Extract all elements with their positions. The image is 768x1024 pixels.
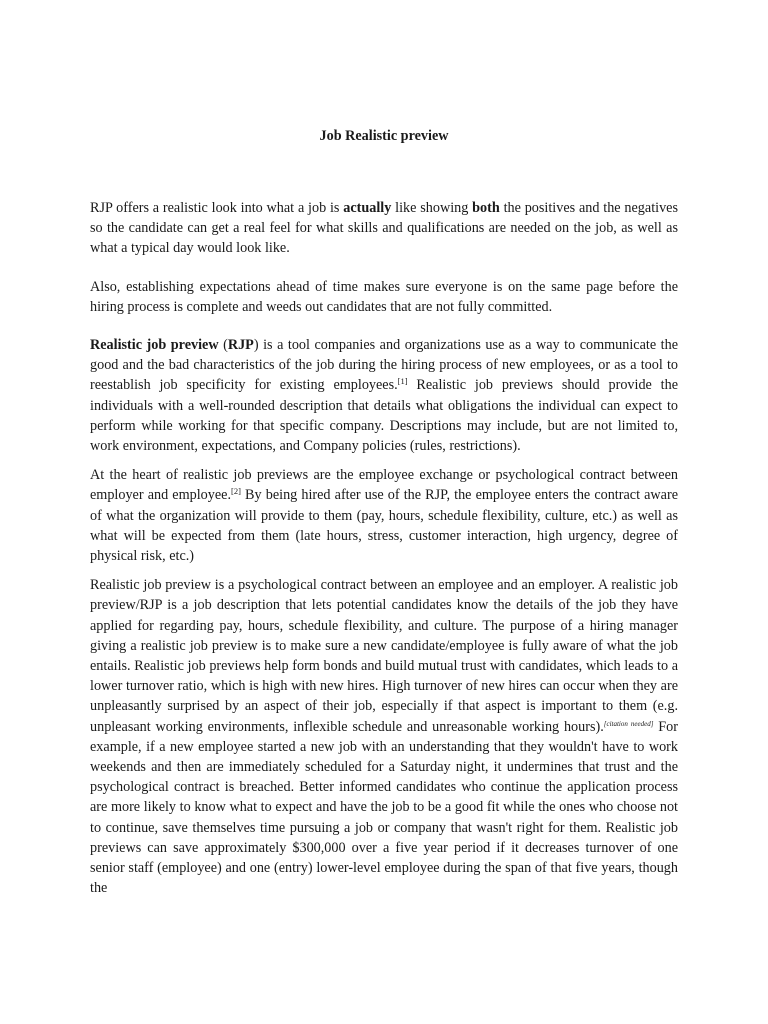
paragraph-psychological-contract <box>90 465 678 566</box>
text-run: Realistic job previews should provide the individuals with a well-rounded description that details what obligations the individual can expect to perform while working for that specific company. Descriptions may include, but are not limited to, work environment, expectations, and Company policies (rules, restrictions). <box>90 377 678 455</box>
text-run: ( <box>218 337 228 354</box>
bold-text-actually: actually <box>343 200 392 216</box>
document-body <box>90 126 678 899</box>
bold-text-both: both <box>472 200 500 216</box>
document-title: Job Realistic preview <box>319 128 449 144</box>
paragraph-definition <box>90 335 678 456</box>
reference-1: [1] <box>397 376 408 387</box>
text-run: the positives and the negatives so the candidate can get a real feel for what skills and qualifications are needed on the job, as well as what a typical day would look like. <box>90 200 678 257</box>
citation-needed: [citation needed] <box>603 719 654 728</box>
reference-2: [2] <box>231 486 241 497</box>
paragraph-details <box>90 575 678 898</box>
text-run: For example, if a new employee started a new job with an understanding that they wouldn't have to work weekends and then are immediately scheduled for a Saturday night, it undermines that trust and the psychological contract is breached. Better informed candidates who continue the application process are more likely to know what to expect and have the job to be a good fit while the ones who choose not to continue, save themselves time pursuing a job or company that wasn't right for them. Realistic job previews can save approximately $300,000 over a five year period if it decreases turnover of one senior staff (employee) and one (entry) lower-level employee during the span of that five years, though the <box>90 718 678 897</box>
text-run: ) is a tool companies and organizations use as a way to communicate the good and the bad characteristics of the job during the hiring process of new employees, or as a tool to reestablish job specificity for existing employees. <box>90 337 678 394</box>
text-run: like showing <box>391 200 473 216</box>
text-run: Realistic job preview is a psychological contract between an employee and an employer. A realistic job preview/RJP is a job description that lets potential candidates know the details of the job they have applied for regarding pay, hours, schedule flexibility, and culture. The purpose of a hiring manager giving a realistic job preview is to make sure a new candidate/employee is fully aware of what the job entails. Realistic job previews help form bonds and build mutual trust with candidates, which leads to a lower turnover ratio, which is high with new hires. High turnover of new hires can occur when they are unpleasantly surprised by an aspect of their job, especially if that aspect is important to them (e.g. unpleasant working environments, inflexible schedule and unreasonable working hours). <box>90 577 678 735</box>
paragraph-expectations: Also, establishing expectations ahead of time makes sure everyone is on the same page before the hiring process is complete and weeds out candidates that are not fully committed. <box>90 278 678 315</box>
text-run: RJP offers a realistic look into what a job is <box>90 200 344 216</box>
bold-term-realistic-job-preview: Realistic job preview <box>90 337 219 354</box>
paragraph-rjp-intro <box>90 198 678 259</box>
text-run: At the heart of realistic job previews are the employee exchange or psychological contract between employer and employee. <box>90 467 678 504</box>
bold-term-rjp: RJP <box>227 337 254 354</box>
text-run: By being hired after use of the RJP, the employee enters the contract aware of what the organization will provide to them (pay, hours, schedule flexibility, culture, etc.) as well as what will be expected from them (late hours, stress, customer interaction, high urgency, degree of physical risk, etc.) <box>90 487 678 565</box>
